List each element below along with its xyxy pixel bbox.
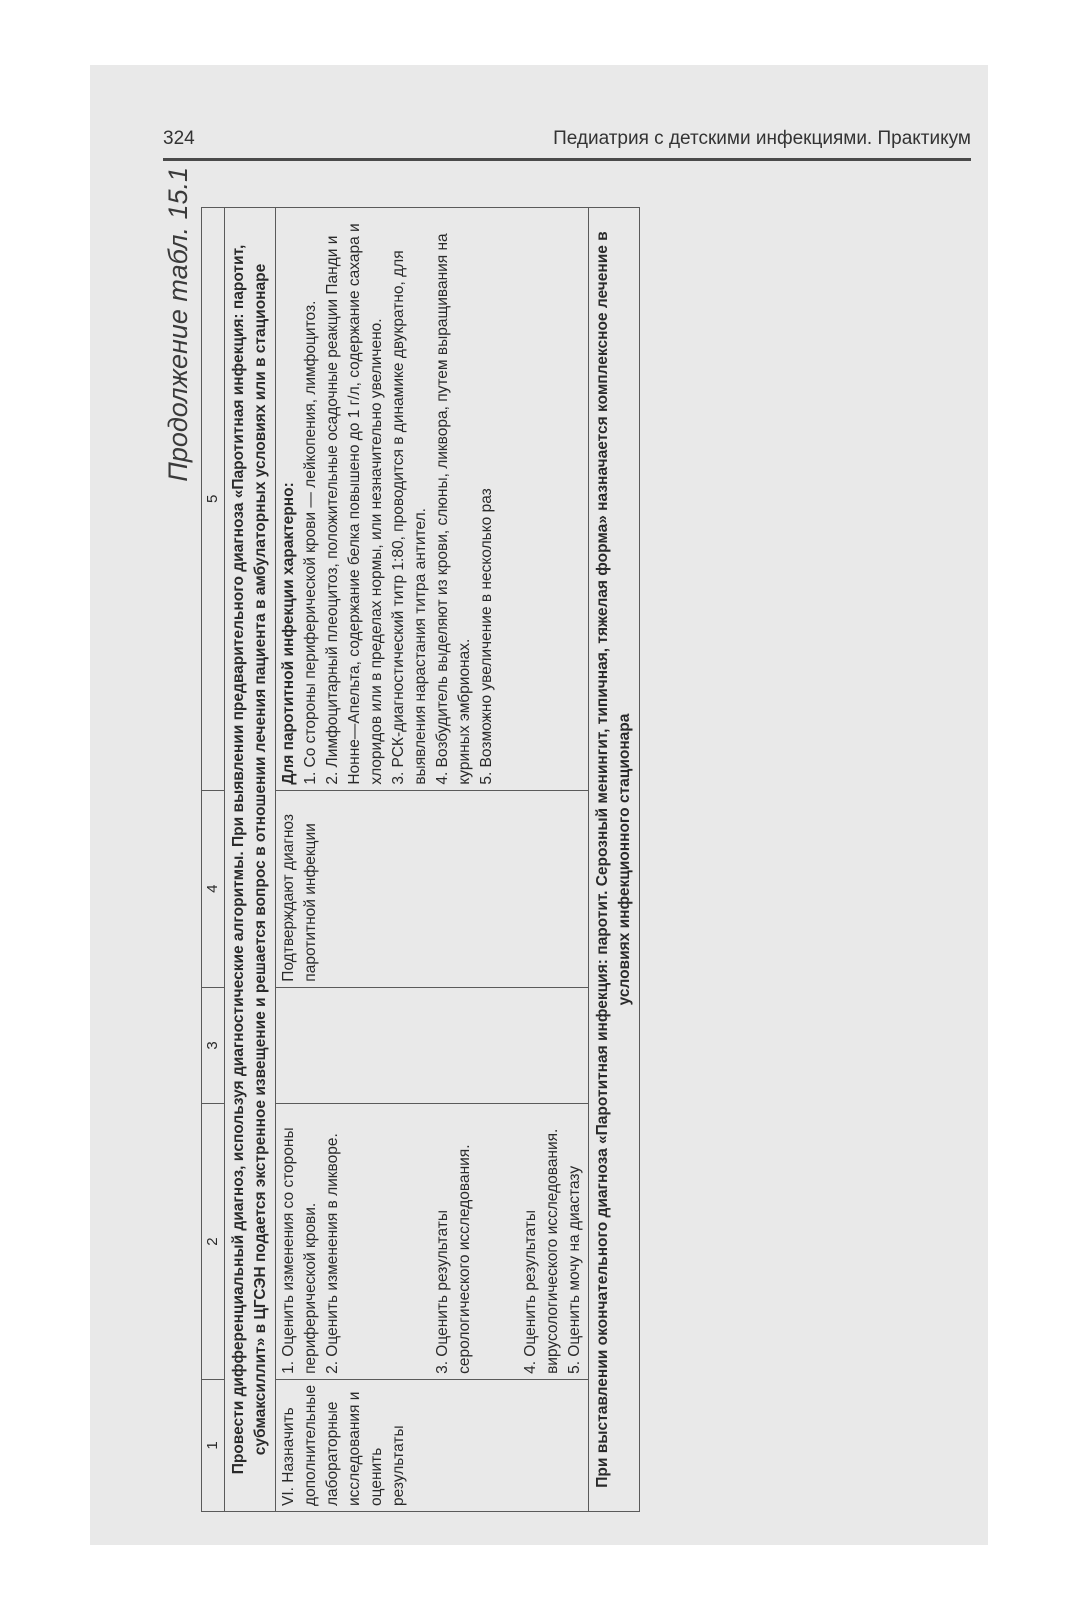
table-15-1-continuation [201,207,640,1512]
finding-item: 4. Возбудитель выделяют из крови, слюны, ликвора, путем выращивания на куриных эмбрионах. [434,233,473,785]
final-diagnosis-text: При выставлении окончательного диагноза «Паротитная инфекция: паротит. Серозный менингит, типичная, тяжелая форма» назначается комплексное лечение в условиях инфекционного стационара [589,208,640,1512]
differential-diagnosis-row [225,208,276,1512]
conclusion-cell: Подтверждают диагноз паротитной инфекции [276,790,589,987]
column-number: 4 [202,790,225,987]
blank-line [366,1109,388,1374]
action-item: 2. Оценить изменения в ликворе. [324,1133,341,1374]
differential-diagnosis-text: Провести дифференциальный диагноз, используя диагностические алгоритмы. При выявлении предварительного диагноза «Паротитная инфекция: паротит, субмаксиллит» в ЦГСЭН подается экстренное извещение и решается вопрос в отношении лечения пациента в амбулаторных условиях или в стационаре [225,208,276,1512]
finding-item: 1. Со стороны периферической крови — лейкопения, лимфоцитоз. [302,300,319,785]
action-item: 5. Оценить мочу на диастазу [566,1165,583,1374]
action-item: 4. Оценить результаты вирусологического исследования. [522,1128,561,1374]
column-number: 2 [202,1104,225,1380]
empty-cell [276,987,589,1104]
rotated-table-block [163,167,663,1512]
blank-line [476,1109,498,1374]
book-title: Педиатрия с детскими инфекциями. Практикум [553,128,971,149]
blank-line [498,1109,520,1374]
final-diagnosis-row [589,208,640,1512]
finding-item: 3. РСК-диагностический титр 1:80, проводится в динамике двукратно, для выявления нарастания титра антител. [390,250,429,785]
action-item: 3. Оценить результаты серологического исследования. [434,1144,473,1374]
column-number-row [202,208,225,1512]
stage-cell: VI. Назначить дополнительные лабораторные исследования и оценить результаты [276,1379,589,1511]
column-number: 1 [202,1379,225,1511]
column-number: 3 [202,987,225,1104]
finding-item: 5. Возможно увеличение в несколько раз [478,488,495,785]
lab-tests-row [276,208,589,1512]
page-header [163,120,971,161]
finding-item: 2. Лимфоцитарный плеоцитоз, положительные осадочные реакции Панди и Нонне—Апельта, содержание белка повышено до 1 г/л, содержание сахара и хлоридов или в пределах нормы, или незначительно увеличено. [324,223,385,785]
column-number: 5 [202,208,225,791]
findings-title: Для паротитной инфекции характерно: [280,482,297,785]
actions-cell [276,1104,589,1380]
findings-cell [276,208,589,791]
blank-line [388,1109,410,1374]
page-number: 324 [163,128,195,149]
blank-line [410,1109,432,1374]
table-caption: Продолжение табл. 15.1 [163,167,193,482]
blank-line [344,1109,366,1374]
action-item: 1. Оценить изменения со стороны периферической крови. [280,1127,319,1374]
